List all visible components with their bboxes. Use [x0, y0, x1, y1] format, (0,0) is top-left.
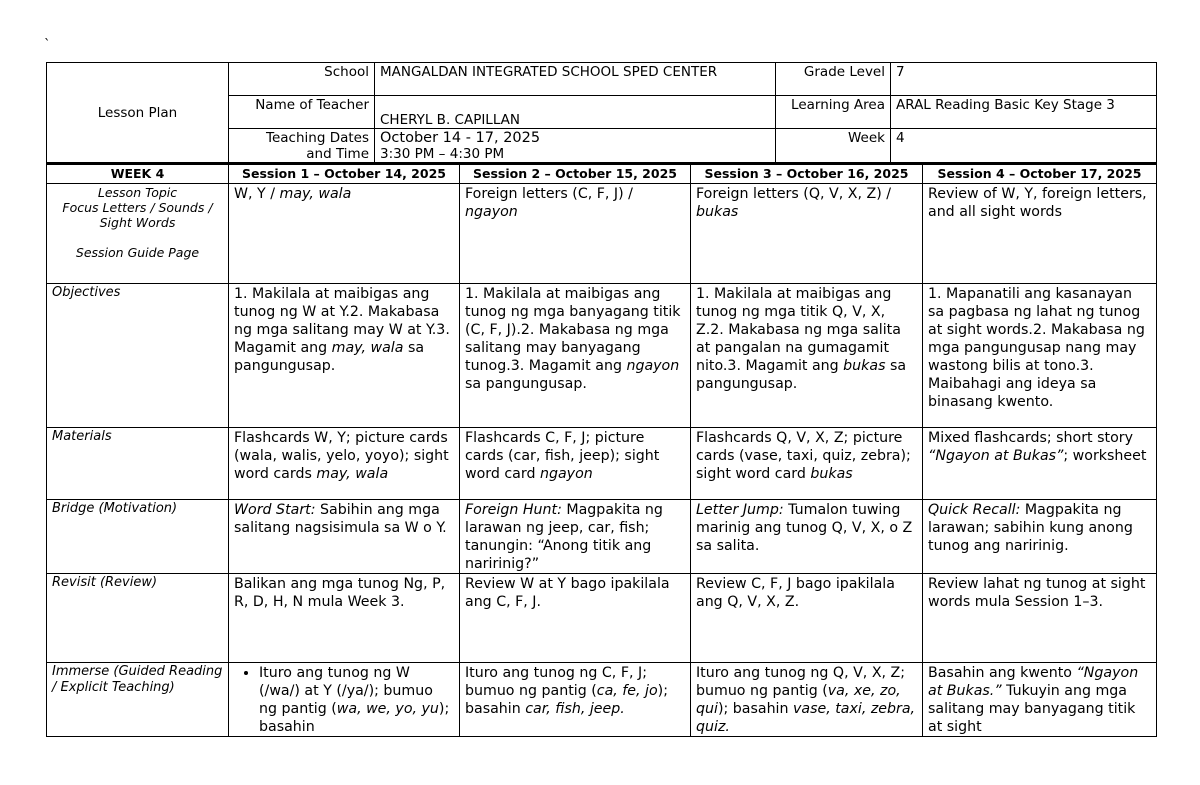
lesson-plan-document: [46, 62, 1156, 737]
bridge-label: Bridge (Motivation): [47, 500, 229, 574]
objectives-session-4: 1. Mapanatili ang kasanayan sa pagbasa ng lahat ng tunog at sight words.2. Makabasa ng mga pangungusap nang may wastong bilis at tono.3. Maibahagi ang ideya sa binasang kwento.: [923, 284, 1157, 428]
topic-session-2: Foreign letters (C, F, J) / ngayon: [460, 184, 691, 284]
school-label: School: [229, 63, 375, 96]
bridge-session-2: Foreign Hunt: Magpakita ng larawan ng jeep, car, fish; tanungin: “Anong titik ang naririnig?”: [460, 500, 691, 574]
table-row-immerse: [47, 663, 1157, 737]
week-value: 4: [891, 129, 1157, 163]
grade-level-value: 7: [891, 63, 1157, 96]
materials-session-3: Flashcards Q, V, X, Z; picture cards (vase, taxi, quiz, zebra); sight word card bukas: [691, 428, 923, 500]
revisit-session-4: Review lahat ng tunog at sight words mula Session 1–3.: [923, 574, 1157, 663]
table-row-materials: [47, 428, 1157, 500]
immerse-session-4: Basahin ang kwento “Ngayon at Bukas.” Tukuyin ang mga salitang may banyagang titik at sight: [923, 663, 1157, 737]
materials-session-4: Mixed flashcards; short story “Ngayon at Bukas”; worksheet: [923, 428, 1157, 500]
immerse-label: Immerse (Guided Reading / Explicit Teaching): [47, 663, 229, 737]
topic-session-3: Foreign letters (Q, V, X, Z) / bukas: [691, 184, 923, 284]
topic-session-1: W, Y / may, wala: [229, 184, 460, 284]
objectives-session-1: 1. Makilala at maibigas ang tunog ng W at Y.2. Makabasa ng mga salitang may W at Y.3. Magamit ang may, wala sa pangungusap.: [229, 284, 460, 428]
immerse-session-3: Ituro ang tunog ng Q, V, X, Z; bumuo ng pantig (va, xe, zo, qui); basahin vase, taxi, zebra, quiz.: [691, 663, 923, 737]
immerse-session-1-list: [229, 664, 454, 736]
objectives-session-3: 1. Makilala at maibigas ang tunog ng mga titik Q, V, X, Z.2. Makabasa ng mga salita at pangalan na gumagamit nito.3. Magamit ang bukas sa pangungusap.: [691, 284, 923, 428]
revisit-session-3: Review C, F, J bago ipakilala ang Q, V, X, Z.: [691, 574, 923, 663]
bridge-session-3: Letter Jump: Tumalon tuwing marinig ang tunog Q, V, X, o Z sa salita.: [691, 500, 923, 574]
materials-session-2: Flashcards C, F, J; picture cards (car, fish, jeep); sight word card ngayon: [460, 428, 691, 500]
immerse-session-2: Ituro ang tunog ng C, F, J; bumuo ng pantig (ca, fe, jo); basahin car, fish, jeep.: [460, 663, 691, 737]
objectives-session-2: 1. Makilala at maibigas ang tunog ng mga banyagang titik (C, F, J).2. Makabasa ng mga salitang may banyagang tunog.3. Magamit ang ngayon sa pangungusap.: [460, 284, 691, 428]
topic-session-4: Review of W, Y, foreign letters, and all sight words: [923, 184, 1157, 284]
table-row-lesson-topic: [47, 184, 1157, 284]
teaching-dates-value: October 14 - 17, 2025 3:30 PM – 4:30 PM: [375, 129, 776, 163]
lesson-topic-label: Lesson Topic Focus Letters / Sounds / Sight Words Session Guide Page: [47, 184, 229, 284]
learning-area-label: Learning Area: [776, 96, 891, 129]
immerse-session-1: [229, 663, 460, 737]
materials-session-1: Flashcards W, Y; picture cards (wala, walis, yelo, yoyo); sight word cards may, wala: [229, 428, 460, 500]
revisit-session-1: Balikan ang mga tunog Ng, P, R, D, H, N mula Week 3.: [229, 574, 460, 663]
session-1-header: Session 1 – October 14, 2025: [229, 164, 460, 184]
sessions-table: [46, 163, 1157, 737]
stray-mark: `: [44, 38, 51, 53]
materials-label: Materials: [47, 428, 229, 500]
week-column-header: WEEK 4: [47, 164, 229, 184]
session-2-header: Session 2 – October 15, 2025: [460, 164, 691, 184]
session-3-header: Session 3 – October 16, 2025: [691, 164, 923, 184]
learning-area-value: ARAL Reading Basic Key Stage 3: [891, 96, 1157, 129]
objectives-label: Objectives: [47, 284, 229, 428]
table-row-objectives: [47, 284, 1157, 428]
grade-level-label: Grade Level: [776, 63, 891, 96]
revisit-label: Revisit (Review): [47, 574, 229, 663]
table-row-bridge: [47, 500, 1157, 574]
bridge-session-4: Quick Recall: Magpakita ng larawan; sabihin kung anong tunog ang naririnig.: [923, 500, 1157, 574]
bridge-session-1: Word Start: Sabihin ang mga salitang nagsisimula sa W o Y.: [229, 500, 460, 574]
week-label: Week: [776, 129, 891, 163]
list-item: • Ituro ang tunog ng W (/wa/) at Y (/ya/); bumuo ng pantig (wa, we, yo, yu); basahin: [259, 664, 454, 736]
teacher-value: CHERYL B. CAPILLAN: [375, 96, 776, 129]
school-value: MANGALDAN INTEGRATED SCHOOL SPED CENTER: [375, 63, 776, 96]
lesson-plan-title: Lesson Plan: [47, 63, 229, 163]
header-table: [46, 62, 1157, 163]
teaching-dates-label: Teaching Dates and Time: [229, 129, 375, 163]
teacher-label: Name of Teacher: [229, 96, 375, 129]
table-row-revisit: [47, 574, 1157, 663]
session-4-header: Session 4 – October 17, 2025: [923, 164, 1157, 184]
revisit-session-2: Review W at Y bago ipakilala ang C, F, J.: [460, 574, 691, 663]
